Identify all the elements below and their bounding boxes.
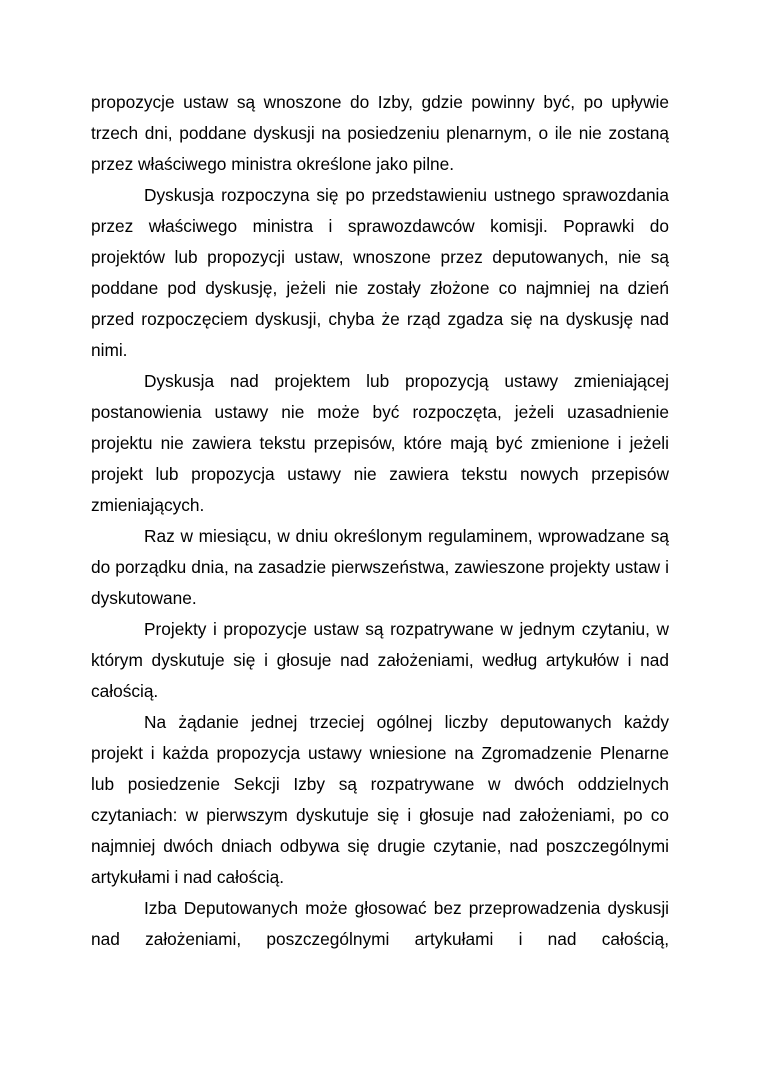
paragraph-1: propozycje ustaw są wnoszone do Izby, gdzie powinny być, po upływie trzech dni, poddane dyskusji na posiedzeniu plenarnym, o ile nie zostaną przez właściwego ministra określone jako pilne. — [91, 92, 669, 174]
paragraph-3: Dyskusja nad projektem lub propozycją ustawy zmieniającej postanowienia ustawy nie może być rozpoczęta, jeżeli uzasadnienie projektu nie zawiera tekstu przepisów, które mają być zmienione i jeżeli projekt lub propozycja ustawy nie zawiera tekstu nowych przepisów zmieniających. — [91, 371, 669, 515]
paragraph-2: Dyskusja rozpoczyna się po przedstawieniu ustnego sprawozdania przez właściwego ministra i sprawozdawców komisji. Poprawki do projektów lub propozycji ustaw, wnoszone przez deputowanych, nie są poddane pod dyskusję, jeżeli nie zostały złożone co najmniej na dzień przed rozpoczęciem dyskusji, chyba że rząd zgadza się na dyskusję nad nimi. — [91, 185, 669, 360]
paragraph-7: Izba Deputowanych może głosować bez przeprowadzenia dyskusji nad założeniami, poszczególnymi artykułami i nad całością, — [91, 898, 669, 949]
paragraph-5: Projekty i propozycje ustaw są rozpatrywane w jednym czytaniu, w którym dyskutuje się i głosuje nad założeniami, według artykułów i nad całością. — [91, 619, 669, 701]
paragraph-6: Na żądanie jednej trzeciej ogólnej liczby deputowanych każdy projekt i każda propozycja ustawy wniesione na Zgromadzenie Plenarne lub posiedzenie Sekcji Izby są rozpatrywane w dwóch oddzielnych czytaniach: w pierwszym dyskutuje się i głosuje nad założeniami, po co najmniej dwóch dniach odbywa się drugie czytanie, nad poszczególnymi artykułami i nad całością. — [91, 712, 669, 887]
paragraph-4: Raz w miesiącu, w dniu określonym regulaminem, wprowadzane są do porządku dnia, na zasadzie pierwszeństwa, zawieszone projekty ustaw i dyskutowane. — [91, 526, 669, 608]
document-body — [91, 87, 669, 955]
